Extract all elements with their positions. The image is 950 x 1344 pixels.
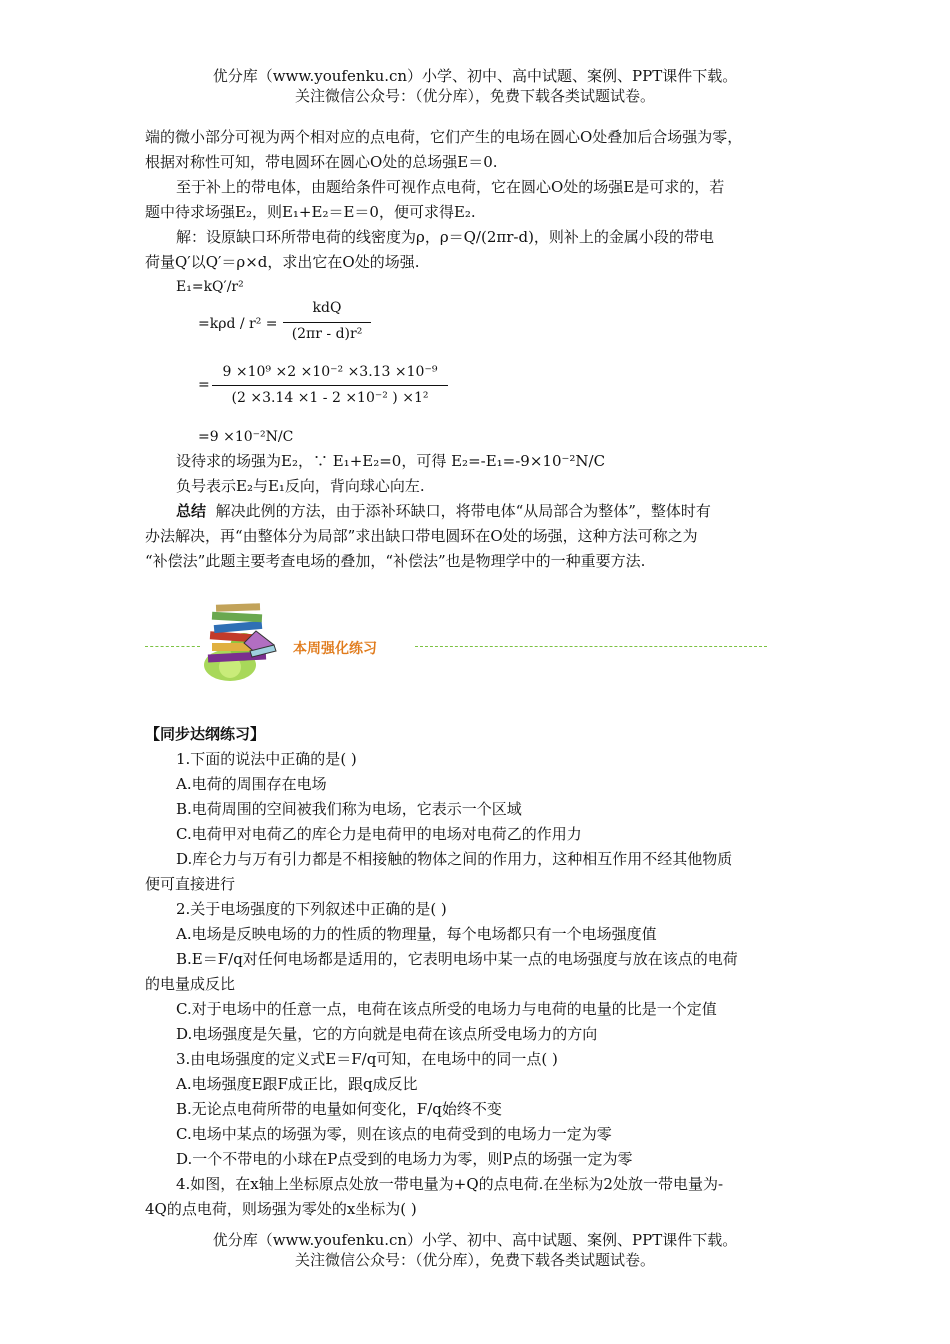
solution-p5: 负号表示E₂与E₁反向，背向球心向左. <box>176 477 425 495</box>
equation-e3-numerator: 9 ×10⁹ ×2 ×10⁻² ×3.13 ×10⁻⁹ <box>222 364 438 380</box>
footer-line-1: 优分库（www.youfenku.cn）小学、初中、高中试题、案例、PPT课件下载。 <box>212 1231 738 1249</box>
question-3-option-d: D.一个不带电的小球在P点受到的电场力为零，则P点的场强一定为零 <box>176 1150 633 1168</box>
header-line-1: 优分库（www.youfenku.cn）小学、初中、高中试题、案例、PPT课件下载。 <box>212 67 738 85</box>
question-2-option-c: C.对于电场中的任意一点，电荷在该点所受的电场力与电荷的电量的比是一个定值 <box>176 1000 717 1018</box>
practice-heading: 【同步达纲练习】 <box>145 725 266 743</box>
question-2-option-b-line1: B.E＝F/q对任何电场都是适用的，它表明电场中某一点的电场强度与放在该点的电荷 <box>176 950 738 968</box>
banner-title: 本周强化练习 <box>293 641 377 657</box>
solution-p1-line2: 根据对称性可知，带电圆环在圆心O处的总场强E＝0. <box>145 153 498 171</box>
equation-e3-fraction-bar <box>212 385 448 386</box>
summary-text: 解决此例的方法，由于添补环缺口，将带电体“从局部合为整体”，整体时有 <box>215 502 711 520</box>
question-3: 3.由电场强度的定义式E＝F/q可知，在电场中的同一点( ) <box>176 1050 558 1068</box>
solution-p1-line1: 端的微小部分可视为两个相对应的点电荷，它们产生的电场在圆心O处叠加后合场强为零， <box>145 128 743 146</box>
question-2-option-b-line2: 的电量成反比 <box>145 975 236 993</box>
summary-line1 <box>176 499 810 523</box>
solution-p3-line1: 解：设原缺口环所带电荷的线密度为ρ，ρ＝Q/(2πr-d)，则补上的金属小段的带电 <box>176 228 714 246</box>
summary-label: 总结 <box>176 502 207 520</box>
question-1-option-d-line2: 便可直接进行 <box>145 875 236 893</box>
equation-e3-equals: = <box>198 377 210 393</box>
solution-p4: 设待求的场强为E₂，∵ E₁+E₂=0，可得 E₂=-E₁=-9×10⁻²N/C <box>176 452 606 470</box>
question-3-option-b: B.无论点电荷所带的电量如何变化，F/q始终不变 <box>176 1100 502 1118</box>
question-3-option-c: C.电场中某点的场强为零，则在该点的电荷受到的电场力一定为零 <box>176 1125 612 1143</box>
summary-line3: “补偿法”此题主要考查电场的叠加，“补偿法”也是物理学中的一种重要方法. <box>145 552 646 570</box>
solution-p2-line1: 至于补上的带电体，由题给条件可视作点电荷，它在圆心O处的场强E是可求的，若 <box>176 178 725 196</box>
equation-e2-left: =kρd / r² = <box>198 316 278 332</box>
question-1-option-c: C.电荷甲对电荷乙的库仑力是电荷甲的电场对电荷乙的作用力 <box>176 825 582 843</box>
equation-e1: E₁=kQ′/r² <box>176 279 244 295</box>
equation-e2-fraction-bar <box>283 322 371 323</box>
equation-e3-denominator: (2 ×3.14 ×1 - 2 ×10⁻² ) ×1² <box>231 390 429 406</box>
summary-line2: 办法解决，再“由整体分为局部”求出缺口带电圆环在O处的场强，这种方法可称之为 <box>145 527 698 545</box>
question-2-option-a: A.电场是反映电场的力的性质的物理量，每个电场都只有一个电场强度值 <box>176 925 657 943</box>
header-line-2: 关注微信公众号：（优分库），免费下载各类试题试卷。 <box>294 87 655 105</box>
question-4-line2: 4Q的点电荷，则场强为零处的x坐标为( ) <box>145 1200 417 1218</box>
question-2-option-d: D.电场强度是矢量，它的方向就是电荷在该点所受电场力的方向 <box>176 1025 598 1043</box>
question-1: 1.下面的说法中正确的是( ) <box>176 750 357 768</box>
question-2: 2.关于电场强度的下列叙述中正确的是( ) <box>176 900 447 918</box>
equation-e4: =9 ×10⁻²N/C <box>198 429 294 445</box>
solution-p2-line2: 题中待求场强E₂，则E₁+E₂＝E＝0，便可求得E₂. <box>145 203 476 221</box>
footer-line-2: 关注微信公众号：（优分库），免费下载各类试题试卷。 <box>294 1251 655 1269</box>
question-4-line1: 4.如图，在x轴上坐标原点处放一带电量为+Q的点电荷.在坐标为2处放一带电量为- <box>176 1175 724 1193</box>
question-1-option-d-line1: D.库仑力与万有引力都是不相接触的物体之间的作用力，这种相互作用不经其他物质 <box>176 850 733 868</box>
equation-e2-numerator: kdQ <box>312 300 342 316</box>
question-1-option-a: A.电荷的周围存在电场 <box>176 775 327 793</box>
question-3-option-a: A.电场强度E跟F成正比，跟q成反比 <box>176 1075 418 1093</box>
solution-p3-line2: 荷量Q′以Q′＝ρ×d，求出它在O处的场强. <box>145 253 420 271</box>
equation-e2-denominator: (2πr - d)r² <box>291 326 363 342</box>
books-icon <box>140 595 770 690</box>
question-1-option-b: B.电荷周围的空间被我们称为电场，它表示一个区域 <box>176 800 522 818</box>
